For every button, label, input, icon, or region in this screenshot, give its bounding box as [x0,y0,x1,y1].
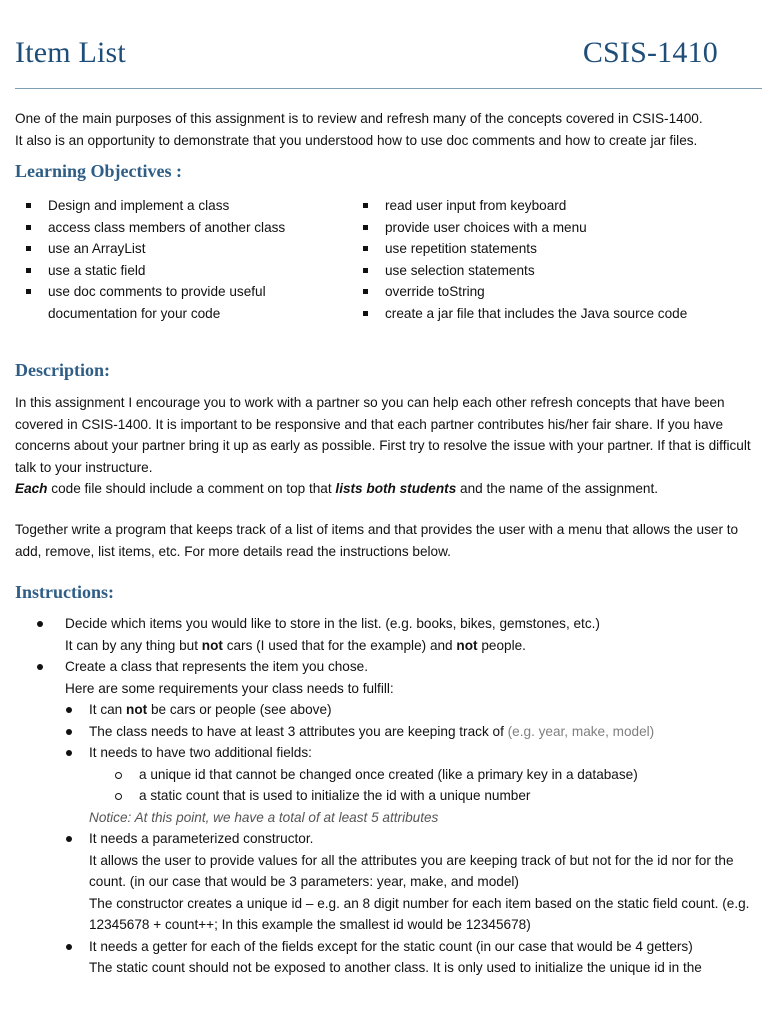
description-text: In this assignment I encourage you to work with a partner so you can help each other refresh concepts that have been covered in CSIS-1400. It is important to be responsive and that each partner contributes his/her fair share. If you have concerns about your partner bring it up as early as possible. First try to resolve the issue with your partner. If that is difficult talk to your instructure. [15,395,751,475]
list-item: The class needs to have at least 3 attributes you are keeping track of (e.g. year, make, model) [65,721,762,743]
description-paragraph [15,392,755,500]
circle-bullet-icon [115,772,122,779]
fields-list [89,764,762,807]
together-paragraph: Together write a program that keeps track of a list of items and that provides the user with a menu that allows the user to add, remove, list items, etc. For more details read the instructions below. [15,522,739,559]
list-item: provide user choices with a menu [352,217,752,239]
bullet-icon [66,707,72,713]
list-item: Decide which items you would like to store in the list. (e.g. books, bikes, gemstones, etc.) It can by any thing but not cars (I used that for the example) and not people. [15,613,762,656]
square-bullet-icon [363,225,368,230]
objectives-heading: Learning Objectives : [15,161,182,181]
square-bullet-icon [26,268,31,273]
bullet-icon [37,664,43,670]
square-bullet-icon [363,289,368,294]
square-bullet-icon [26,225,31,230]
square-bullet-icon [26,246,31,251]
intro-line: It also is an opportunity to demonstrate that you understood how to use doc comments and how to create jar files. [15,132,698,148]
course-code: CSIS-1410 [582,36,718,69]
instructions-list [15,613,762,979]
intro-line: One of the main purposes of this assignment is to review and refresh many of the concepts covered in CSIS-1400. [15,111,703,126]
list-item: create a jar file that includes the Java source code [352,303,752,325]
objectives-list-left [15,195,315,324]
square-bullet-icon [26,289,31,294]
list-item: a static count that is used to initialize the id with a unique number [89,785,762,807]
list-item: override toString [352,281,752,303]
list-item: use an ArrayList [15,238,315,260]
bullet-icon [66,836,72,842]
page-title: Item List [15,36,126,69]
list-item: use repetition statements [352,238,752,260]
description-heading: Description: [15,360,110,380]
bullet-icon [66,750,72,756]
instructions-heading: Instructions: [15,582,115,602]
list-item: It needs a parameterized constructor. It allows the user to provide values for all the attributes you are keeping track of but not for the id nor for the count. (in our case that would be 3 parameters: year, make, and model) The constructor creates a unique id – e.g. an 8 digit number for each item based on the static field count. (e.g. 12345678 + count++; In this example the smallest id would be 12345678) [65,828,762,936]
list-item: It needs to have two additional fields: a unique id that cannot be changed once created (like a primary key in a database) a static count that is used to initialize the id with a unique number Notice: At this point, we have a total of at least 5 attributes [65,742,762,828]
requirements-list [65,699,762,979]
bullet-icon [37,621,43,627]
list-item: a unique id that cannot be changed once created (like a primary key in a database) [89,764,762,786]
bullet-icon [66,729,72,735]
square-bullet-icon [363,203,368,208]
circle-bullet-icon [115,793,122,800]
list-item: Create a class that represents the item you chose. Here are some requirements your class needs to fulfill: It can not be cars or people (see above) The class needs to have at least 3 attributes you are keeping track of (e.g. year, make, model) It needs to have two additional fields: a unique id that cannot be changed once created (like a primary key in a database) a static count that is used to initialize the id with a unique number Notice: At this point, we have a total of at least 5 attributes It needs a parameterized constructor. It allows the user to provide values for all the attributes you are keeping track of but not for the id nor for the count. (in our case that would be 3 parameters: year, make, and model) The constructor creates a unique id – e.g. an 8 digit number for each item based on the static field count. (e.g. 12345678 + count++; In this example the smallest id would be 12345678) It needs a getter for each of the fields except for the static count (in our case that would be 4 getters) The static count should not be exposed to another class. It is only used to initialize the unique id in the [15,656,762,979]
list-item: access class members of another class [15,217,315,239]
each-file-note: Each code file should include a comment on top that lists both students and the name of the assignment. [15,481,659,496]
page-header [15,34,762,89]
intro-paragraph [15,108,703,151]
square-bullet-icon [363,268,368,273]
square-bullet-icon [363,246,368,251]
notice-text: Notice: At this point, we have a total of at least 5 attributes [89,809,439,825]
list-item: Design and implement a class [15,195,315,217]
list-item: It can not be cars or people (see above) [65,699,762,721]
list-item: use selection statements [352,260,752,282]
bullet-icon [66,944,72,950]
list-item: use a static field [15,260,315,282]
list-item: use doc comments to provide useful documentation for your code [15,281,283,324]
square-bullet-icon [363,311,368,316]
objectives-list-right [352,195,752,324]
list-item: It needs a getter for each of the fields except for the static count (in our case that would be 4 getters) The static count should not be exposed to another class. It is only used to initialize the unique id in the [65,936,762,979]
list-item: read user input from keyboard [352,195,752,217]
square-bullet-icon [26,203,31,208]
